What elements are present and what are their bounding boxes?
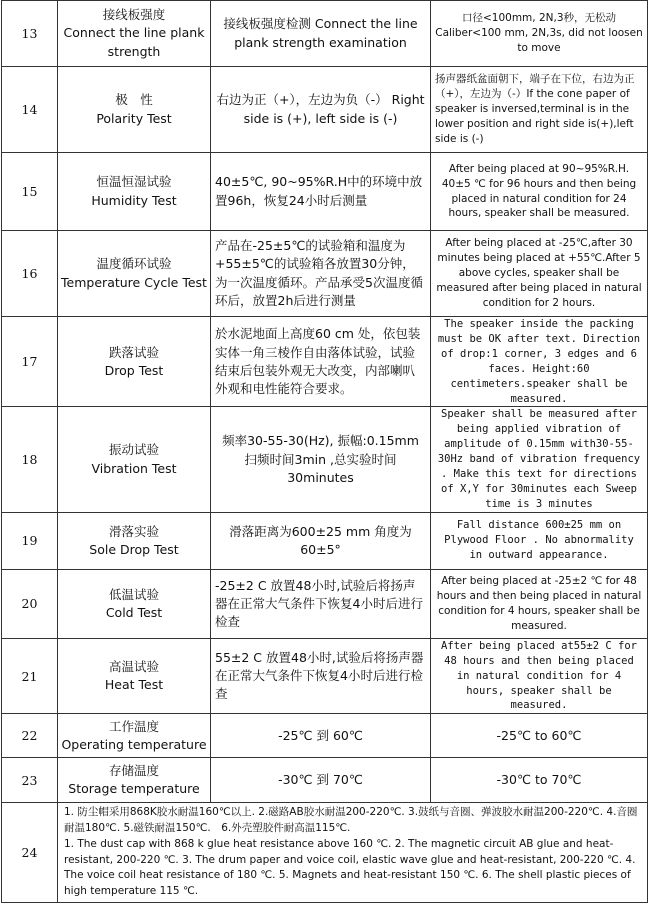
test-item: [58, 67, 211, 153]
test-standard: The speaker inside the packing must be OK after text. Direction of drop:1 corner, 3 edges and 6 faces. Height:60 centimeters.speaker shall be measured.: [431, 317, 648, 407]
test-method: 於水泥地面上高度60 cm 处，依包装实体一角三棱作自由落体试验，试验结束后包装外观无大改变，内部喇叭外观和电性能符合要求。: [211, 317, 431, 407]
test-standard: After being placed at55±2 C for 48 hours and then being placed in natural condition for 4 hours, speaker shall be measured.: [431, 638, 648, 714]
table-row: [2, 1, 648, 67]
row-number: 20: [2, 569, 58, 638]
test-item-en: Operating temperature: [61, 736, 207, 752]
row-number: 24: [2, 803, 58, 903]
row-number: 15: [2, 153, 58, 231]
test-method: 右边为正（+），左边为负（-） Right side is (+), left side is (-): [211, 67, 431, 153]
row-number: 16: [2, 231, 58, 317]
test-item-cn: 低温试验: [108, 586, 159, 602]
test-standard: -30℃ to 70℃: [431, 758, 648, 803]
test-item-en: Drop Test: [104, 362, 164, 378]
test-item: [58, 569, 211, 638]
notes-cell: [58, 803, 648, 903]
test-item-en: Polarity Test: [96, 110, 172, 126]
row-number: 17: [2, 317, 58, 407]
row-number: 21: [2, 638, 58, 714]
test-item-en: Humidity Test: [91, 192, 177, 208]
test-method: 40±5℃, 90~95%R.H中的环境中放置96h，恢复24小时后测量: [211, 153, 431, 231]
test-item: [58, 638, 211, 714]
test-item-en: Cold Test: [105, 604, 163, 620]
test-item-cn: 滑落实验: [108, 523, 159, 539]
test-method: 滑落距离为600±25 mm 角度为60±5°: [211, 512, 431, 569]
test-method: -30℃ 到 70℃: [211, 758, 431, 803]
test-item: [58, 1, 211, 67]
table-row: [2, 153, 648, 231]
notes-cn: 1. 防尘帽采用868K胶水耐温160℃以上. 2.磁路AB胶水耐温200-220℃. 3.鼓纸与音圈、弹波胶水耐温200-220℃. 4.音圈耐温180℃. 5.磁铁耐温150℃. 6.外壳塑胶件耐高温115℃.: [64, 806, 638, 835]
table-row: [2, 407, 648, 512]
test-item: [58, 317, 211, 407]
test-method: 接线板强度检测 Connect the line plank strength examination: [211, 1, 431, 67]
test-item-cn: 极 性: [115, 92, 153, 108]
test-item-cn: 存储温度: [108, 763, 159, 779]
test-item: [58, 512, 211, 569]
test-standard: After being placed at -25±2 ℃ for 48 hours and then being placed in natural condition for 4 hours, speaker shall be measured.: [431, 569, 648, 638]
test-standard: After being placed at -25℃,after 30 minutes being placed at +55℃.After 5 above cycles, speaker shall be measured after being placed in natural condition for 2 hours.: [431, 231, 648, 317]
test-method: -25±2 C 放置48小时,试验后将扬声器在正常大气条件下恢复4小时后进行检查: [211, 569, 431, 638]
notes-en: 1. The dust cap with 868 k glue heat resistance above 160 ℃. 2. The magnetic circuit AB glue and heat-resistant, 200-220 ℃. 3. The drum paper and voice coil, elastic wave glue and heat-resistant, 200-220 ℃. 4. The voice coil heat resistance of 180 ℃. 5. Magnets and heat-resistant 150 ℃. 6. The shell plastic pieces of high temperature 115 ℃.: [64, 837, 636, 898]
test-item-en: Vibration Test: [91, 460, 177, 476]
test-standard: Speaker shall be measured after being applied vibration of amplitude of 0.15mm with30-55-30Hz band of vibration frequency . Make this text for directions of X,Y for 30minutes each Sweep time is 3 minutes: [431, 407, 648, 512]
test-method: 55±2 C 放置48小时,试验后将扬声器在正常大气条件下恢复4小时后进行检查: [211, 638, 431, 714]
test-item-en: Sole Drop Test: [89, 541, 179, 557]
test-standard: -25℃ to 60℃: [431, 714, 648, 758]
table-row: [2, 67, 648, 153]
row-number: 22: [2, 714, 58, 758]
test-item-cn: 恒温恒湿试验: [96, 174, 172, 190]
row-number: 23: [2, 758, 58, 803]
test-item: [58, 407, 211, 512]
test-item-cn: 高温试验: [108, 658, 159, 674]
test-item: [58, 231, 211, 317]
test-item: [58, 714, 211, 758]
table-row: [2, 714, 648, 758]
table-row: [2, 231, 648, 317]
test-standard: Fall distance 600±25 mm on Plywood Floor . No abnormality in outward appearance.: [431, 512, 648, 569]
table-row: [2, 638, 648, 714]
row-number: 13: [2, 1, 58, 67]
row-number: 14: [2, 67, 58, 153]
test-item-en: Storage temperature: [68, 781, 200, 797]
table-row-notes: [2, 803, 648, 903]
test-item-cn: 振动试验: [108, 442, 159, 458]
table-row: [2, 317, 648, 407]
row-number: 19: [2, 512, 58, 569]
test-item-cn: 工作温度: [108, 718, 159, 734]
test-standard: 扬声器纸盆面朝下，端子在下位，右边为正（+），左边为（-）If the cone paper of speaker is inversed,terminal is in the lower position and right side is(+),left side is (-): [431, 67, 648, 153]
test-item-cn: 接线板强度: [102, 7, 166, 23]
test-item: [58, 153, 211, 231]
spec-table: [1, 0, 648, 903]
test-standard: After being placed at 90~95%R.H. 40±5 ℃ for 96 hours and then being placed in natural condition for 24 hours, speaker shall be measured.: [431, 153, 648, 231]
table-row: [2, 512, 648, 569]
test-item-en: Temperature Cycle Test: [61, 274, 207, 290]
table-row: [2, 758, 648, 803]
test-item-en: Heat Test: [104, 677, 164, 693]
test-standard: 口径<100mm, 2N,3秒，无松动 Caliber<100 mm, 2N,3s, did not loosen to move: [431, 1, 648, 67]
test-item-cn: 跌落试验: [108, 344, 159, 360]
test-item-en: Connect the line plank strength: [63, 25, 205, 59]
table-row: [2, 569, 648, 638]
test-method: 产品在-25±5℃的试验箱和温度为+55±5℃的试验箱各放置30分钟，为一次温度循环。产品承受5次温度循环后，放置2h后进行测量: [211, 231, 431, 317]
test-item: [58, 758, 211, 803]
row-number: 18: [2, 407, 58, 512]
test-item-cn: 温度循环试验: [96, 256, 172, 272]
test-method: -25℃ 到 60℃: [211, 714, 431, 758]
test-method: 频率30-55-30(Hz), 振幅:0.15mm 扫频时间3min ,总实验时间 30minutes: [211, 407, 431, 512]
